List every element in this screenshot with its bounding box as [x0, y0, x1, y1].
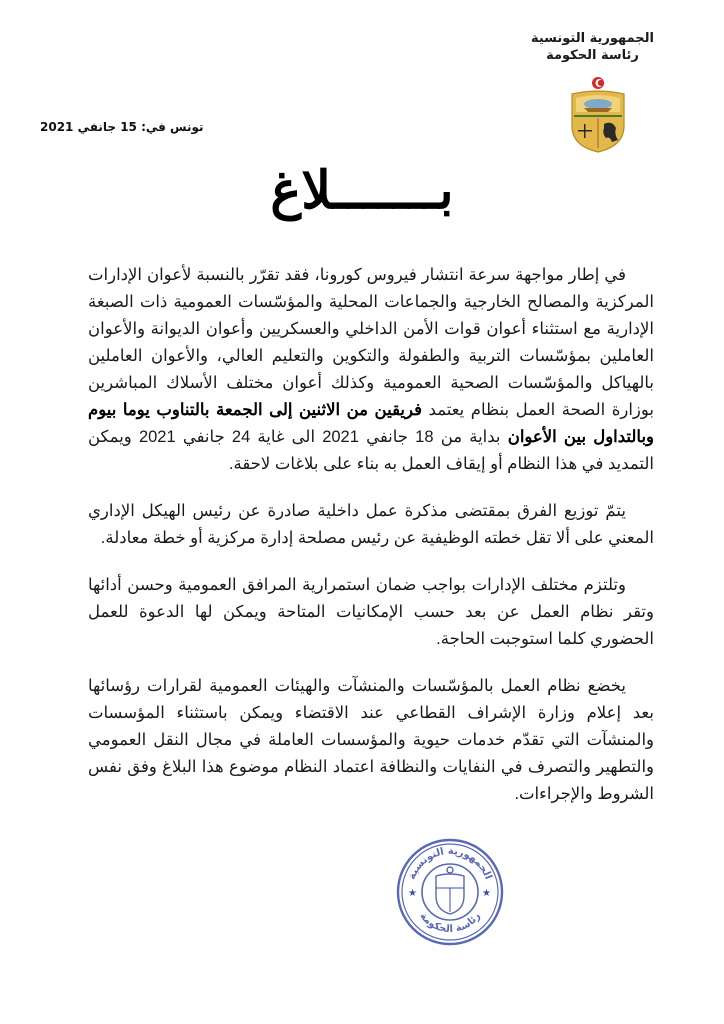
paragraph-1-bold: فريقين من الاثنين إلى الجمعة بالتناوب يوما بيوم وبالتداول بين الأعوان: [88, 401, 655, 446]
paragraph-1-text-a: في إطار مواجهة سرعة انتشار فيروس كورونا، فقد تقرّر بالنسبة لأعوان الإدارات المركزية والمصالح الخارجية والجماعات المحلية والمؤسّسات العمومية ذات الصبغة الإدارية مع استثناء أعوان قوات الأمن الداخلي والعسكريين وأعوان الديوانة والأعوان العاملين بمؤسّسات التربية والطفولة والتكوين والتعليم العالي، والأعوان العاملين بالهياكل والمؤسّسات الصحية العمومية وكذلك أعوان مختلف الأسلاك المباشرين بوزارة الصحة العمل بنظام يعتمد: [88, 266, 654, 419]
stamp-top-text: الجمهورية التونسية: [406, 845, 494, 882]
paragraph-1: [88, 262, 654, 478]
paragraph-1-text-b: بداية من 18 جانفي 2021 الى غاية 24 جانفي 2021 ويمكن التمديد في هذا النظام أو إيقاف العمل به بناء على بلاغات لاحقة.: [88, 428, 654, 473]
document-date: تونس في: 15 جانفي 2021: [40, 120, 204, 134]
stamp-bottom-text: رئاسة الحكومة: [417, 910, 483, 936]
stamp-star-icon: ★: [482, 888, 491, 899]
official-stamp-icon: [394, 836, 506, 948]
paragraph-3: وتلتزم مختلف الإدارات بواجب ضمان استمرارية المرافق العمومية وحسن أدائها وتقر نظام العمل عن بعد حسب الإمكانيات المتاحة ويمكن لها الدعوة للعمل الحضوري كلما استوجبت الحاجة.: [88, 576, 654, 648]
communique-body: [88, 262, 654, 828]
republic-name: الجمهورية التونسية: [530, 31, 654, 46]
stamp-star-icon: ★: [408, 888, 417, 899]
presidency-name: رئاسة الحكومة: [546, 48, 639, 63]
paragraph-2: يتمّ توزيع الفرق بمقتضى مذكرة عمل داخلية صادرة عن رئيس الهيكل الإداري المعني على ألا تقل خطته الوظيفية عن رئيس مصلحة إدارة مركزية أو خطة معادلة.: [88, 502, 654, 547]
paragraph-4: يخضع نظام العمل بالمؤسّسات والمنشآت والهيئات العمومية لقرارات رؤسائها بعد إعلام وزارة الإشراف القطاعي عند الاقتضاء ويمكن باستثناء المؤسسات والمنشآت التي تقدّم خدمات حيوية والمؤسسات العاملة في مجال النقل العمومي والتطهير والتصرف في النفايات والنظافة اعتماد النظام موضوع هذا البلاغ وفق نفس الشروط والإجراءات.: [88, 677, 654, 803]
letterhead: [531, 30, 654, 64]
tunisia-coat-of-arms-icon: [566, 76, 630, 154]
document-title: بـــــــلاغ: [270, 160, 454, 221]
